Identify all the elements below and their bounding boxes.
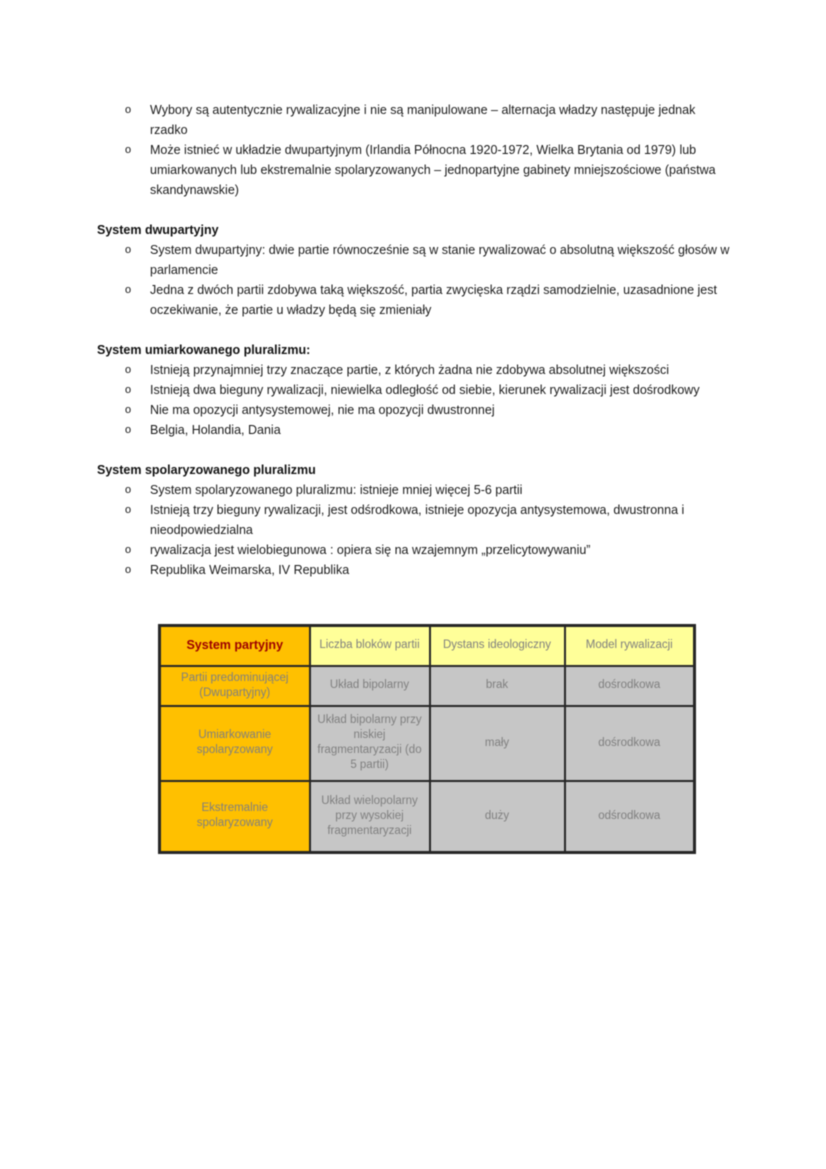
table-cell: dośrodkowa	[565, 706, 695, 781]
table-row	[160, 781, 695, 853]
bullet-marker: o	[125, 244, 132, 256]
list-item	[97, 500, 734, 540]
table-cell: brak	[430, 666, 565, 706]
section-bullet-list	[97, 240, 734, 320]
bullet-text: Istnieją trzy bieguny rywalizacji, jest odśrodkowa, istnieje opozycja antysystemowa, dwustronna i nieodpowiedzialna	[150, 503, 685, 537]
table-cell: duży	[430, 781, 565, 853]
table-row	[160, 706, 695, 781]
bullet-marker: o	[125, 544, 132, 556]
list-item	[97, 140, 734, 200]
bullet-text: Może istnieć w układzie dwupartyjnym (Irlandia Północna 1920-1972, Wielka Brytania od 1979) lub umiarkowanych lub ekstremalnie spolaryzowanych – jednopartyjne gabinety mniejszościowe (państwa skandynawskie)	[150, 143, 716, 197]
list-item	[97, 480, 734, 500]
bullet-text: Istnieją przynajmniej trzy znaczące partie, z których żadna nie zdobywa absolutnej większości	[150, 363, 669, 377]
section-heading: System dwupartyjny	[97, 223, 219, 237]
list-item	[97, 100, 734, 140]
list-item	[97, 540, 734, 560]
section-bullet-list	[97, 480, 734, 580]
list-item	[97, 560, 734, 580]
bullet-text: Belgia, Holandia, Dania	[150, 423, 281, 437]
section-heading: System umiarkowanego pluralizmu:	[97, 343, 311, 357]
bullet-marker: o	[125, 144, 132, 156]
bullet-marker: o	[125, 484, 132, 496]
table-row	[160, 666, 695, 706]
row-label: Ekstremalnie spolaryzowany	[160, 781, 310, 853]
bullet-marker: o	[125, 504, 132, 516]
bullet-text: Republika Weimarska, IV Republika	[150, 563, 350, 577]
bullet-text: rywalizacja jest wielobiegunowa : opiera się na wzajemnym „przelicytowywaniu”	[150, 543, 591, 557]
section-moderate-pluralism	[97, 340, 734, 440]
section-two-party-system	[97, 220, 734, 320]
bullet-marker: o	[125, 384, 132, 396]
bullet-text: Jedna z dwóch partii zdobywa taką większość, partia zwycięska rządzi samodzielnie, uzasadnione jest oczekiwanie, że partie u władzy będą się zmieniały	[150, 283, 717, 317]
section-heading: System spolaryzowanego pluralizmu	[97, 463, 316, 477]
bullet-marker: o	[125, 364, 132, 376]
section-polarized-pluralism	[97, 460, 734, 580]
row-label: Partii predominującej (Dwupartyjny)	[160, 666, 310, 706]
list-item	[97, 280, 734, 320]
bullet-text: System spolaryzowanego pluralizmu: istnieje mniej więcej 5-6 partii	[150, 483, 523, 497]
column-header-dystans: Dystans ideologiczny	[430, 626, 565, 666]
bullet-marker: o	[125, 404, 132, 416]
table-cell: Układ wielopolarny przy wysokiej fragmentaryzacji	[310, 781, 430, 853]
bullet-marker: o	[125, 284, 132, 296]
table-cell: odśrodkowa	[565, 781, 695, 853]
bullet-marker: o	[125, 104, 132, 116]
section-bullet-list	[97, 360, 734, 440]
bullet-text: Wybory są autentycznie rywalizacyjne i nie są manipulowane – alternacja władzy następuje jednak rzadko	[150, 103, 696, 137]
list-item	[97, 240, 734, 280]
bullet-marker: o	[125, 424, 132, 436]
row-label: Umiarkowanie spolaryzowany	[160, 706, 310, 781]
table-cell: Układ bipolarny	[310, 666, 430, 706]
list-item	[97, 360, 734, 380]
list-item	[97, 380, 734, 400]
intro-bullet-list	[97, 100, 734, 200]
bullet-text: System dwupartyjny: dwie partie równocześnie są w stanie rywalizować o absolutną większość głosów w parlamencie	[150, 243, 730, 277]
table-cell: dośrodkowa	[565, 666, 695, 706]
list-item	[97, 420, 734, 440]
list-item	[97, 400, 734, 420]
party-systems-table	[158, 624, 696, 854]
table-cell: Układ bipolarny przy niskiej fragmentaryzacji (do 5 partii)	[310, 706, 430, 781]
bullet-text: Istnieją dwa bieguny rywalizacji, niewielka odległość od siebie, kierunek rywalizacji jest dośrodkowy	[150, 383, 700, 397]
column-header-model: Model rywalizacji	[565, 626, 695, 666]
table-header-row	[160, 626, 695, 666]
bullet-marker: o	[125, 564, 132, 576]
bullet-text: Nie ma opozycji antysystemowej, nie ma opozycji dwustronnej	[150, 403, 495, 417]
column-header-liczba-blokow: Liczba bloków partii	[310, 626, 430, 666]
column-header-system: System partyjny	[160, 626, 310, 666]
table-cell: mały	[430, 706, 565, 781]
